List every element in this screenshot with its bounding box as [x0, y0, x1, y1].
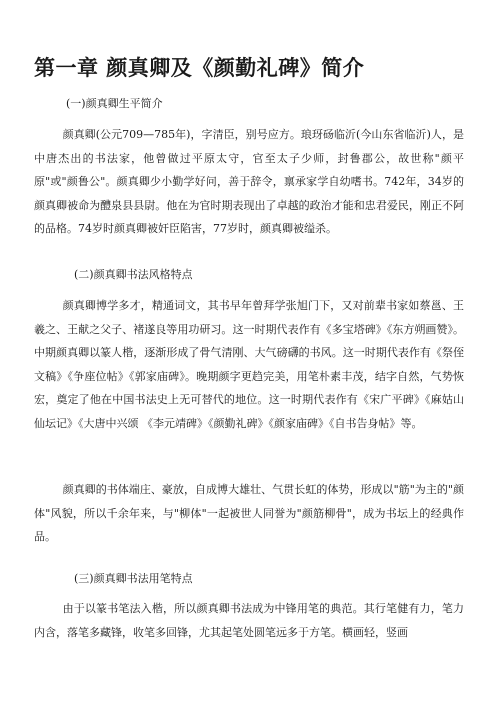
- section-heading-1: (一)颜真卿生平简介: [66, 97, 163, 110]
- section-2-paragraph-2: 颜真卿的书体端庄、豪放，自成博大雄壮、气贯长虹的体势，形成以"筋"为主的"颜体"风貌，所以千余年来，与"柳体"一起被世人同誉为"颜筋柳骨"，成为书坛上的经典作品。: [34, 483, 464, 544]
- section-3-paragraph-1: 由于以篆书笔法入楷，所以颜真卿书法成为中锋用笔的典范。其行笔健有力，笔力内含，落笔多藏锋，收笔多回锋，尤其起笔处圆笔远多于方笔。横画轻，竖画: [34, 602, 464, 639]
- section-1-paragraph-1: 颜真卿(公元709—785年)，字清臣，别号应方。琅玡砀临沂(今山东省临沂)人，是中唐杰出的书法家，他曾做过平原太守，官至太子少师，封鲁郡公，故世称"颜平原"或"颜鲁公"。颜真卿少小勤学好问，善于辞令，禀承家学自幼嗜书。742年，34岁的颜真卿被命为醴泉县县尉。他在为官时期表现出了卓越的政治才能和忠君爱民，刚正不阿的品格。74岁时颜真卿被奸臣陷害，77岁时，颜真卿被缢杀。: [34, 128, 464, 236]
- section-2-paragraph-1: 颜真卿博学多才，精通词文，其书早年曾拜学张旭门下，又对前辈书家如蔡邕、王羲之、王献之父子、褚遂良等用功研习。这一时期代表作有《多宝塔碑》《东方朔画赞》。中期颜真卿以篆人楷，逐渐形成了骨气清刚、大气磅礴的书风。这一时期代表作有《祭侄文稿》《争座位帖》《郭家庙碑》。晚期颜字更趋完美，用笔朴素丰茂，结字自然，气势恢宏，奠定了他在中国书法史上无可替代的地位。这一时期代表作有《宋广平碑》《麻姑山仙坛记》《大唐中兴颂 《李元靖碑》《颜勤礼碑》《颜家庙碑》《自书告身帖》等。: [34, 299, 464, 430]
- section-heading-3: (三)颜真卿书法用笔特点: [74, 572, 193, 585]
- section-heading-2: (二)颜真卿书法风格特点: [74, 268, 193, 281]
- chapter-title: 第一章 颜真卿及《颜勤礼碑》简介: [34, 56, 365, 80]
